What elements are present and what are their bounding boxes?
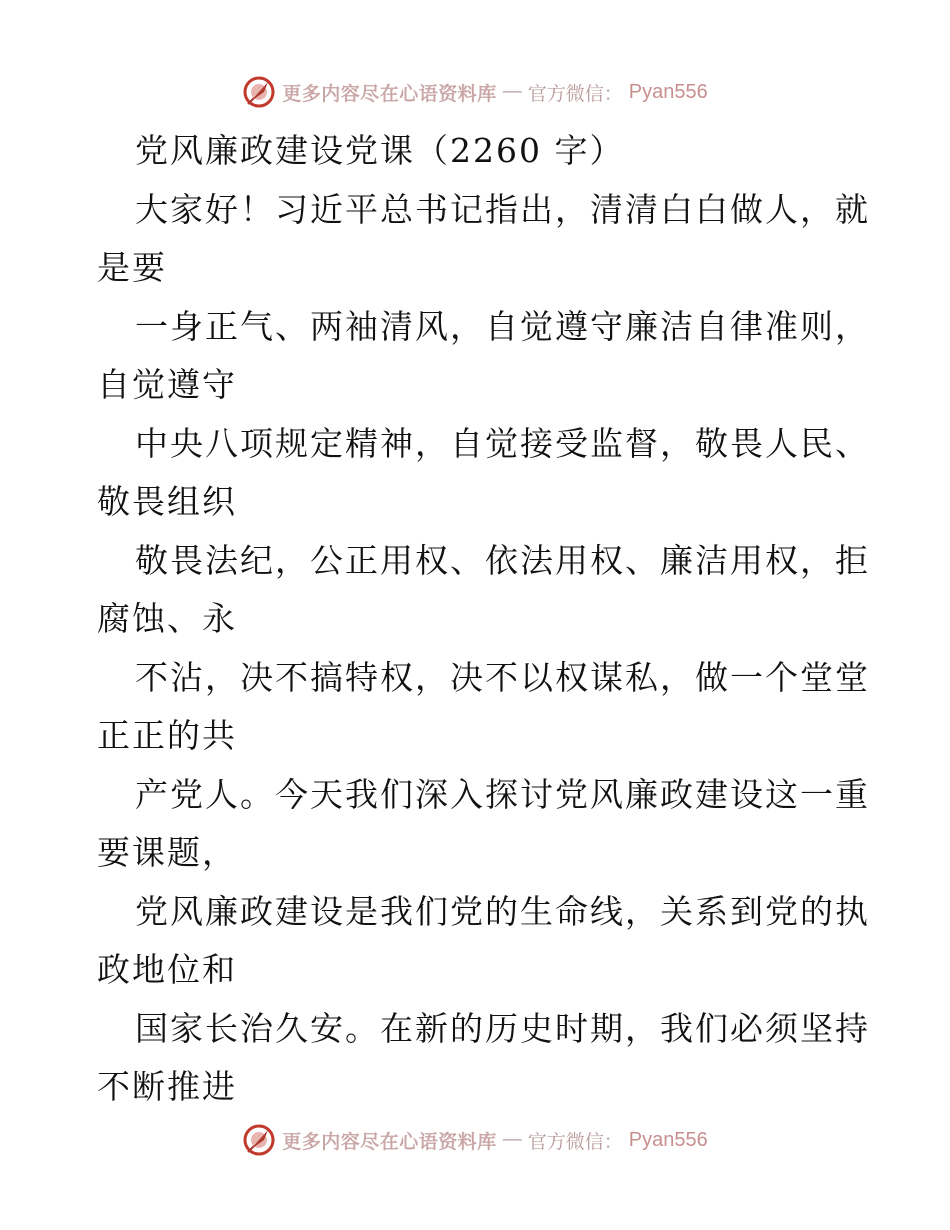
text-line: 是要 bbox=[97, 248, 167, 287]
text-line: 自觉遵守 bbox=[97, 365, 237, 404]
text-line: 党风廉政建设是我们党的生命线，关系到党的执 bbox=[135, 891, 870, 931]
text-line: 政地位和 bbox=[97, 950, 237, 989]
text-line: 要课题， bbox=[97, 833, 237, 872]
text-line: 敬畏组织 bbox=[97, 482, 237, 521]
watermark-wechat-id: Pyan556 bbox=[628, 1128, 708, 1151]
document-body bbox=[97, 122, 870, 1117]
text-line: 不沾，决不搞特权，决不以权谋私，做一个堂堂 bbox=[135, 657, 870, 697]
text-line: 产党人。今天我们深入探讨党风廉政建设这一重 bbox=[135, 774, 870, 814]
watermark-main-text: 更多内容尽在心语资料库 bbox=[282, 82, 497, 105]
text-line: 不断推进 bbox=[97, 1067, 237, 1106]
text-line: 敬畏法纪，公正用权、依法用权、廉洁用权，拒 bbox=[135, 540, 870, 580]
footer-watermark bbox=[0, 1120, 950, 1160]
text-line: 中央八项规定精神，自觉接受监督，敬畏人民、 bbox=[135, 423, 870, 463]
watermark-wechat-label: 官方微信： bbox=[527, 82, 623, 105]
text-line: 一身正气、两袖清风，自觉遵守廉洁自律准则， bbox=[135, 306, 870, 346]
text-line: 正正的共 bbox=[97, 716, 237, 755]
document-title: 党风廉政建设党课（2260 字） bbox=[135, 131, 625, 170]
text-line: 腐蚀、永 bbox=[97, 599, 237, 638]
red-quill-circle-icon bbox=[242, 1123, 276, 1157]
watermark-separator: — bbox=[502, 81, 522, 102]
header-watermark bbox=[0, 72, 950, 112]
watermark-wechat-label: 官方微信： bbox=[527, 1130, 623, 1153]
text-line: 国家长治久安。在新的历史时期，我们必须坚持 bbox=[135, 1008, 870, 1048]
red-quill-circle-icon bbox=[242, 75, 276, 109]
watermark-separator: — bbox=[502, 1129, 522, 1150]
watermark-main-text: 更多内容尽在心语资料库 bbox=[282, 1130, 497, 1153]
text-line: 大家好！习近平总书记指出，清清白白做人，就 bbox=[135, 189, 870, 229]
watermark-wechat-id: Pyan556 bbox=[628, 80, 708, 103]
